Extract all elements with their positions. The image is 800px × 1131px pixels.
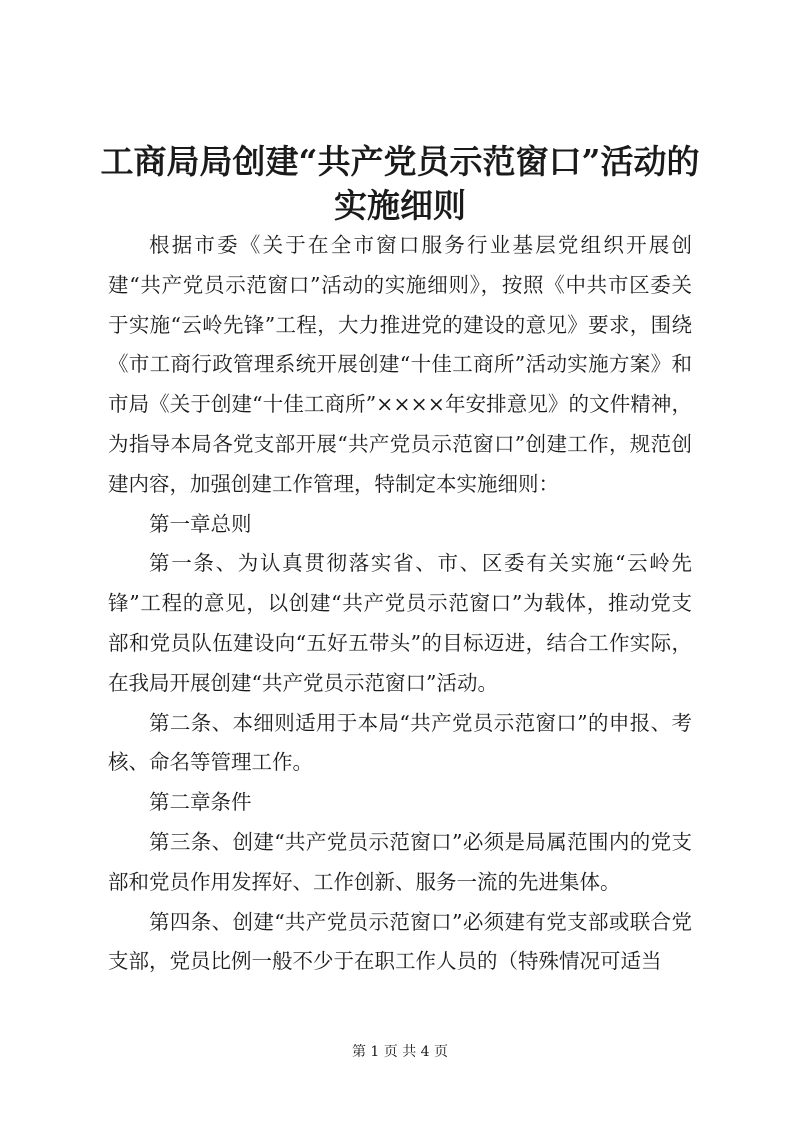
- document-title: 工商局局创建“共产党员示范窗口”活动的实施细则: [100, 142, 700, 225]
- article-2: 第二条、本细则适用于本局“共产党员示范窗口”的申报、考核、命名等管理工作。: [108, 710, 692, 775]
- document-body: [108, 226, 692, 982]
- chapter-heading-general: 第一章总则: [149, 511, 252, 536]
- chapter-heading-conditions: 第二章条件: [149, 790, 252, 815]
- article-3: 第三条、创建“共产党员示范窗口”必须是局属范围内的党支部和党员作用发挥好、工作创新、服务一流的先进集体。: [108, 829, 692, 894]
- article-4: 第四条、创建“共产党员示范窗口”必须建有党支部或联合党支部，党员比例一般不少于在职工作人员的（特殊情况可适当: [108, 909, 692, 974]
- page-number-footer: 第 1 页 共 4 页: [351, 1044, 449, 1060]
- article-1: 第一条、为认真贯彻落实省、市、区委有关实施“云岭先锋”工程的意见，以创建“共产党员示范窗口”为载体，推动党支部和党员队伍建设向“五好五带头”的目标迈进，结合工作实际，在我局开展创建“共产党员示范窗口”活动。: [108, 551, 692, 695]
- paragraph-intro: 根据市委《关于在全市窗口服务行业基层党组织开展创建“共产党员示范窗口”活动的实施细则》，按照《中共市区委关于实施“云岭先锋”工程，大力推进党的建设的意见》要求，围绕《市工商行政管理系统开展创建“十佳工商所”活动实施方案》和市局《关于创建“十佳工商所”××××年安排意见》的文件精神，为指导本局各党支部开展“共产党员示范窗口”创建工作，规范创建内容，加强创建工作管理，特制定本实施细则：: [108, 233, 692, 496]
